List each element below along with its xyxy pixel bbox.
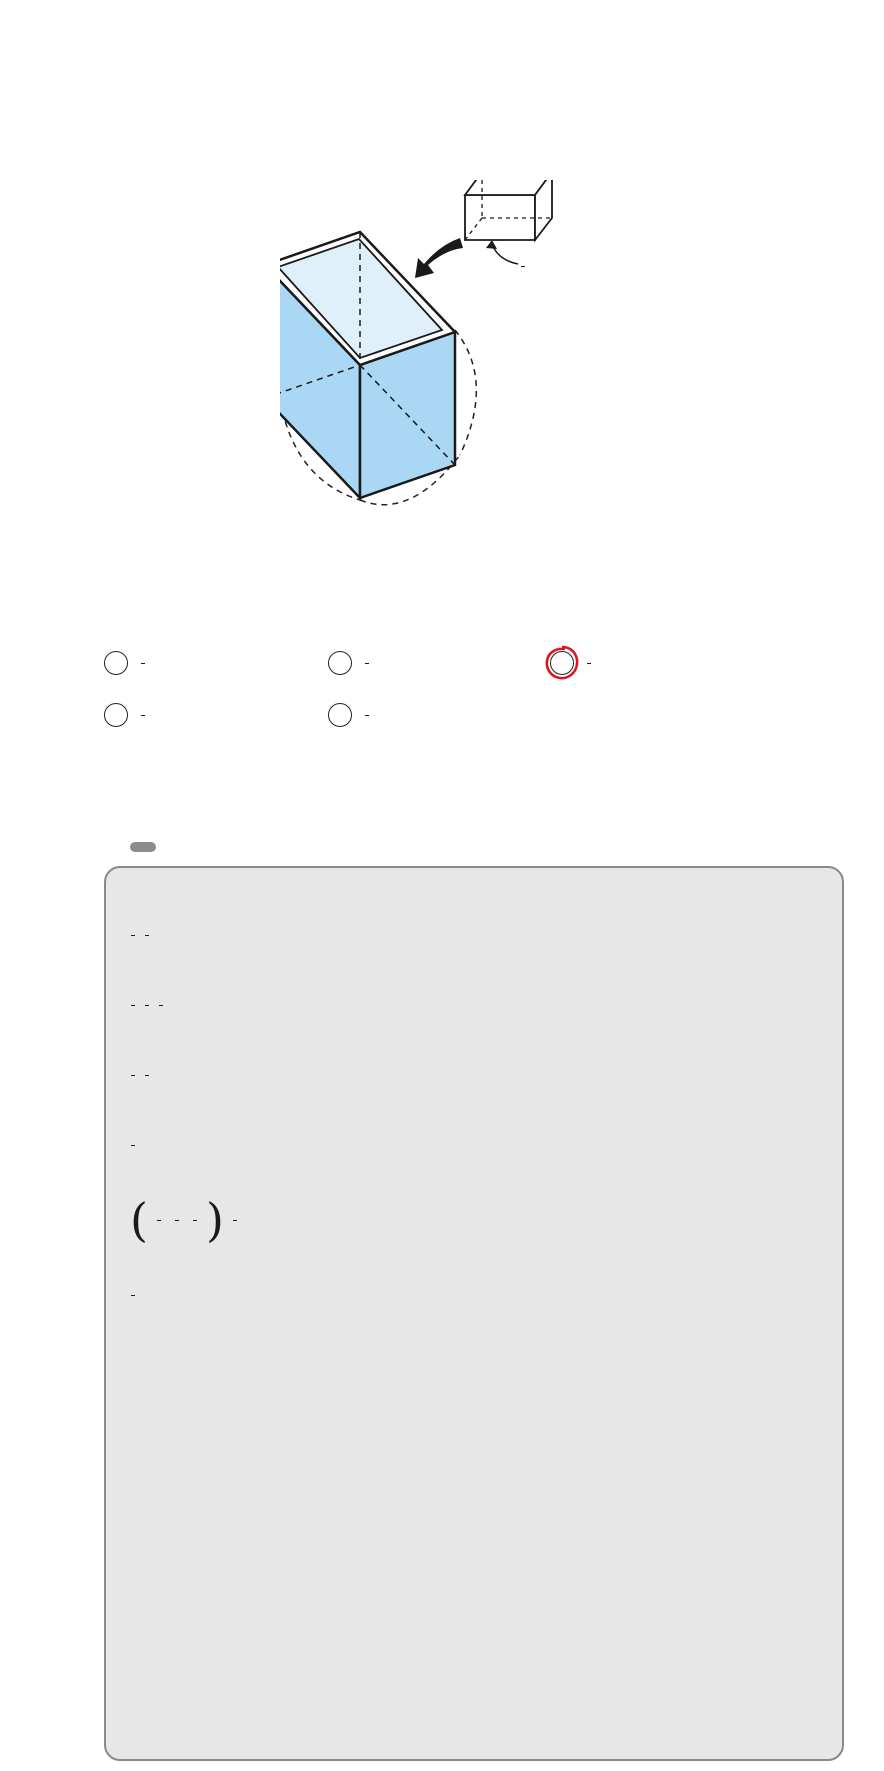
choice-number — [550, 651, 574, 675]
choice-number — [328, 651, 352, 675]
choice-2[interactable] — [328, 650, 381, 676]
box-diagram — [280, 180, 700, 600]
choice-4[interactable] — [104, 702, 157, 728]
choice-number — [328, 703, 352, 727]
choice-5[interactable] — [328, 702, 381, 728]
choice-number — [104, 651, 128, 675]
equation-depth — [126, 900, 826, 970]
equation-width — [126, 970, 826, 1040]
choice-3[interactable] — [550, 650, 603, 676]
cube-edge-pointer — [492, 244, 518, 264]
answer-circle-mark — [543, 644, 581, 682]
solution-answer — [126, 1260, 826, 1330]
insert-arrow-icon — [415, 238, 463, 278]
height-arc — [455, 330, 476, 455]
choice-1[interactable] — [104, 650, 157, 676]
equation-height — [126, 1040, 826, 1110]
box-figure — [280, 180, 700, 600]
equation-volume: ( ) — [126, 1180, 826, 1260]
solution-line — [126, 1110, 826, 1180]
cube-figure — [465, 180, 552, 240]
cube-edge-pointer-head — [486, 240, 497, 249]
cube-edge-label — [520, 252, 526, 278]
solution-tag — [130, 842, 156, 852]
choice-number — [104, 703, 128, 727]
solution-text — [126, 900, 826, 1330]
